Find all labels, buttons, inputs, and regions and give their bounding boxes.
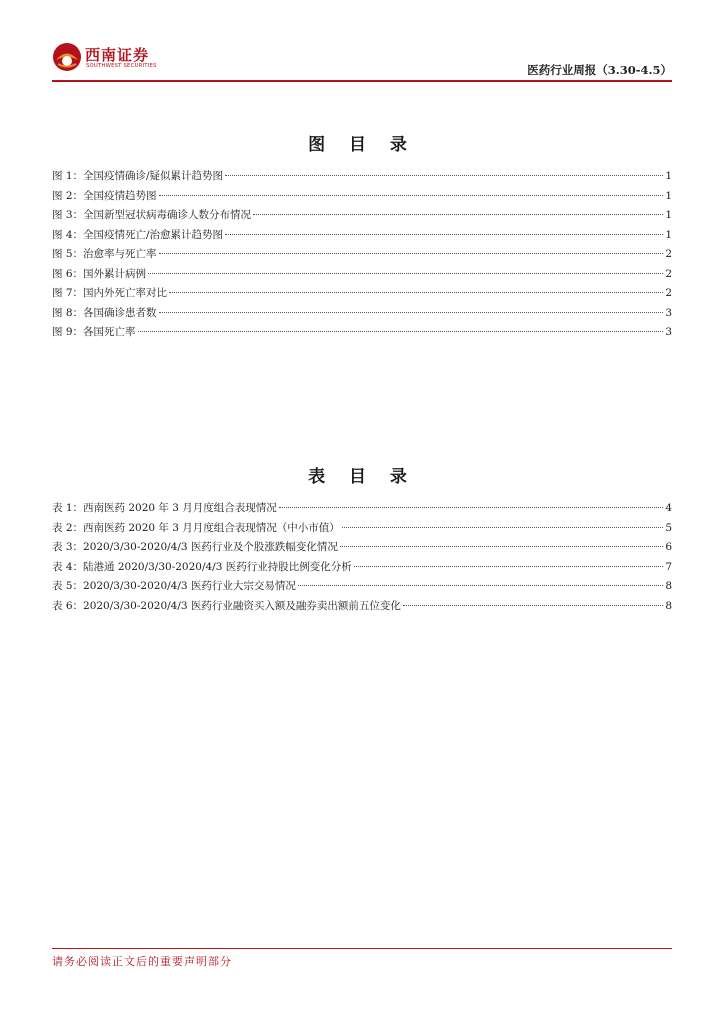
toc-entry-page[interactable]: 3	[665, 326, 672, 338]
toc-leader-dots	[225, 234, 663, 235]
toc-entry-label[interactable]: 表 3：2020/3/30-2020/4/3 医药行业及个股涨跌幅变化情况	[52, 541, 338, 553]
toc-entry[interactable]	[52, 578, 672, 598]
company-logo	[52, 42, 162, 76]
toc-leader-dots	[253, 214, 663, 215]
toc-entry-page[interactable]: 4	[665, 502, 672, 514]
figures-toc-list	[52, 168, 672, 344]
toc-leader-dots	[169, 292, 663, 293]
toc-entry[interactable]	[52, 227, 672, 247]
toc-leader-dots	[403, 605, 663, 606]
toc-entry-label[interactable]: 图 6：国外累计病例	[52, 267, 147, 280]
toc-entry-label[interactable]: 表 6：2020/3/30-2020/4/3 医药行业融资买入额及融券卖出额前五位变化	[52, 599, 401, 612]
toc-entry-label[interactable]: 表 5：2020/3/30-2020/4/3 医药行业大宗交易情况	[52, 580, 296, 592]
toc-entry-page[interactable]: 5	[665, 521, 672, 534]
toc-entry-label[interactable]: 图 8：各国确诊患者数	[52, 306, 157, 319]
logo-english-name: SOUTHWEST SECURITIES	[86, 63, 157, 69]
report-title: 医药行业周报（3.30-4.5）	[527, 63, 672, 77]
toc-entry-page[interactable]: 1	[665, 209, 672, 221]
toc-entry[interactable]	[52, 207, 672, 227]
toc-entry[interactable]	[52, 500, 672, 520]
toc-entry[interactable]	[52, 285, 672, 305]
header-divider	[52, 80, 672, 82]
toc-entry[interactable]	[52, 168, 672, 188]
toc-leader-dots	[340, 546, 663, 547]
toc-entry-page[interactable]: 2	[665, 267, 672, 280]
toc-entry-page[interactable]: 1	[665, 228, 672, 241]
toc-entry-label[interactable]: 表 4：陆港通 2020/3/30-2020/4/3 医药行业持股比例变化分析	[52, 560, 352, 573]
logo-chinese-name: 西南证券	[85, 46, 150, 64]
toc-entry[interactable]	[52, 188, 672, 208]
toc-entry-label[interactable]: 图 4：全国疫情死亡/治愈累计趋势图	[52, 228, 224, 241]
toc-entry-page[interactable]: 2	[665, 248, 672, 260]
footer-divider	[52, 948, 672, 949]
toc-entry-label[interactable]: 表 2：西南医药 2020 年 3 月月度组合表现情况（中小市值）	[52, 521, 340, 534]
toc-leader-dots	[159, 253, 664, 254]
toc-entry-label[interactable]: 图 1：全国疫情确诊/疑似累计趋势图	[52, 170, 224, 182]
toc-entry-page[interactable]: 1	[665, 189, 672, 202]
toc-entry[interactable]	[52, 520, 672, 540]
figures-toc-heading: 图 目 录	[308, 135, 416, 155]
tables-toc-heading: 表 目 录	[308, 467, 416, 487]
toc-entry[interactable]	[52, 305, 672, 325]
logo-emblem-icon	[52, 42, 82, 72]
toc-entry[interactable]	[52, 539, 672, 559]
toc-entry-label[interactable]: 图 2：全国疫情趋势图	[52, 189, 157, 202]
disclaimer-note: 请务必阅读正文后的重要声明部分	[52, 955, 232, 968]
toc-leader-dots	[159, 312, 664, 313]
toc-leader-dots	[354, 566, 664, 567]
toc-entry-label[interactable]: 图 5：治愈率与死亡率	[52, 248, 157, 260]
toc-entry[interactable]	[52, 559, 672, 579]
toc-entry[interactable]	[52, 266, 672, 286]
toc-entry[interactable]	[52, 598, 672, 618]
toc-entry-label[interactable]: 表 1：西南医药 2020 年 3 月月度组合表现情况	[52, 502, 277, 514]
toc-entry-page[interactable]: 3	[665, 306, 672, 319]
toc-leader-dots	[298, 585, 663, 586]
toc-entry-label[interactable]: 图 9：各国死亡率	[52, 326, 136, 338]
toc-leader-dots	[342, 527, 664, 528]
toc-entry-page[interactable]: 2	[665, 287, 672, 299]
toc-entry-label[interactable]: 图 7：国内外死亡率对比	[52, 287, 168, 299]
toc-entry-page[interactable]: 1	[665, 170, 672, 182]
toc-entry[interactable]	[52, 324, 672, 344]
toc-entry-page[interactable]: 6	[665, 541, 672, 553]
toc-leader-dots	[148, 273, 663, 274]
toc-entry-label[interactable]: 图 3：全国新型冠状病毒确诊人数分布情况	[52, 209, 252, 221]
toc-entry[interactable]	[52, 246, 672, 266]
toc-leader-dots	[279, 507, 664, 508]
toc-leader-dots	[138, 331, 664, 332]
toc-entry-page[interactable]: 8	[665, 580, 672, 592]
toc-leader-dots	[225, 175, 663, 176]
toc-leader-dots	[159, 195, 664, 196]
toc-entry-page[interactable]: 8	[665, 599, 672, 612]
tables-toc-list	[52, 500, 672, 617]
toc-entry-page[interactable]: 7	[665, 560, 672, 573]
